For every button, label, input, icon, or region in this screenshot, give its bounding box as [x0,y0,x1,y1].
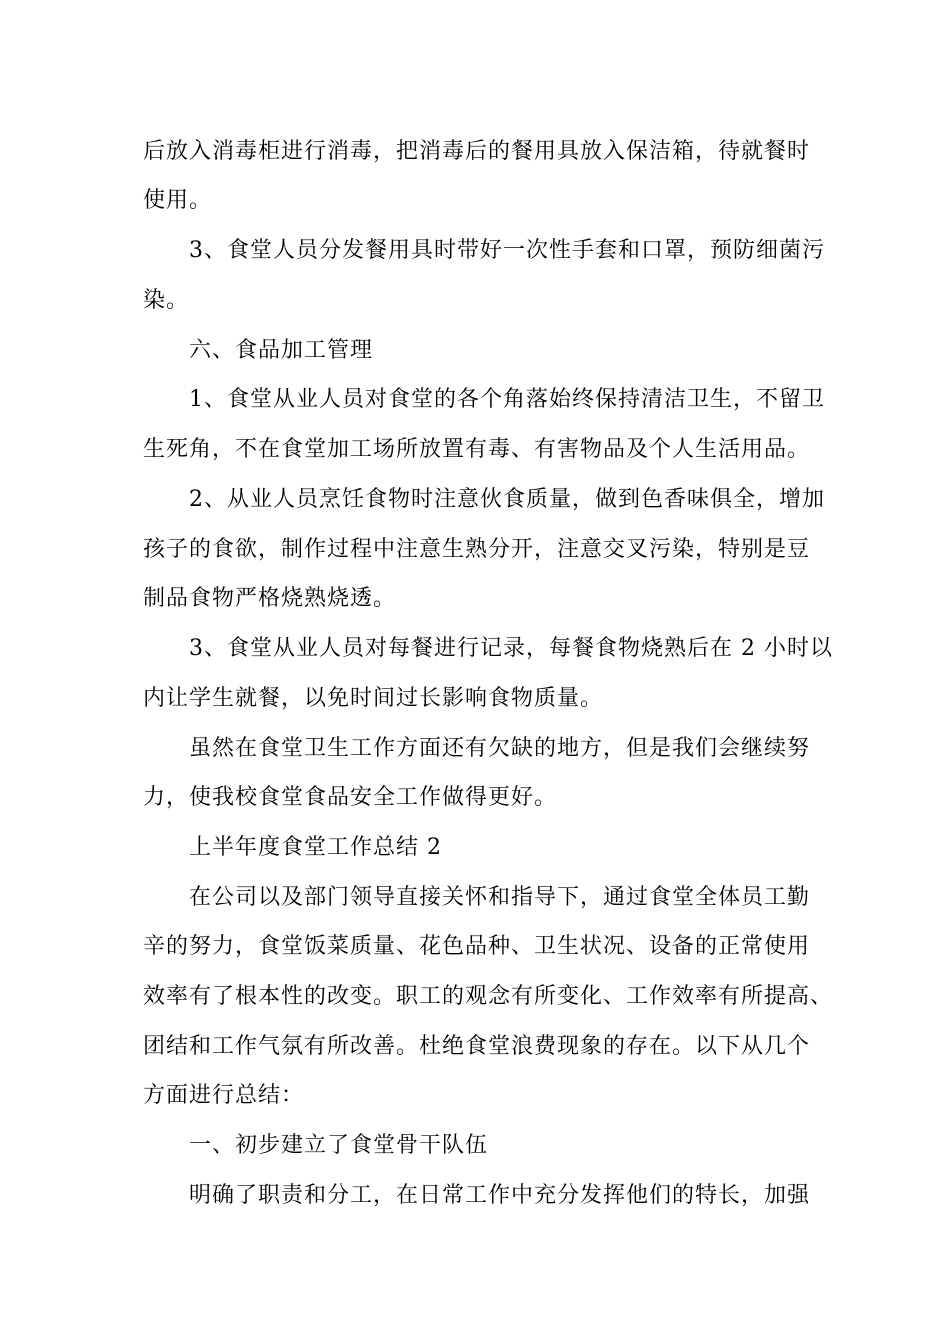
text-line: 制品食物严格烧熟烧透。 [143,586,397,611]
text-line: 生死角，不在食堂加工场所放置有毒、有害物品及个人生活用品。 [143,437,811,462]
text-line: 1、食堂从业人员对食堂的各个角落始终保持清洁卫生，不留卫 [189,387,825,412]
text-line: 明确了职责和分工，在日常工作中充分发挥他们的特长，加强 [189,1183,811,1208]
text-line: 虽然在食堂卫生工作方面还有欠缺的地方，但是我们会继续努 [189,736,811,761]
text-line: 3、食堂从业人员对每餐进行记录，每餐食物烧熟后在 2 小时以 [189,636,833,661]
text-line: 在公司以及部门领导直接关怀和指导下，通过食堂全体员工勤 [189,885,811,910]
text-line: 染。 [143,288,190,313]
text-line: 使用。 [143,188,213,213]
section-heading: 一、初步建立了食堂骨干队伍 [189,1133,489,1158]
text-line: 内让学生就餐，以免时间过长影响食物质量。 [143,686,604,711]
text-line: 力，使我校食堂食品安全工作做得更好。 [143,785,558,810]
document-title: 上半年度食堂工作总结 2 [189,835,442,860]
text-line: 方面进行总结： [143,1083,305,1108]
section-heading: 六、食品加工管理 [189,338,374,363]
text-line: 团结和工作气氛有所改善。杜绝食堂浪费现象的存在。以下从几个 [143,1034,811,1059]
text-line: 孩子的食欲，制作过程中注意生熟分开，注意交叉污染，特别是豆 [143,537,811,562]
text-line: 3、食堂人员分发餐用具时带好一次性手套和口罩，预防细菌污 [189,238,825,263]
text-line: 后放入消毒柜进行消毒，把消毒后的餐用具放入保洁箱，待就餐时 [143,139,811,164]
text-line: 辛的努力，食堂饭菜质量、花色品种、卫生状况、设备的正常使用 [143,934,811,959]
text-line: 效率有了根本性的改变。职工的观念有所变化、工作效率有所提高、 [143,984,834,1009]
text-line: 2、从业人员烹饪食物时注意伙食质量，做到色香味俱全，增加 [189,487,825,512]
